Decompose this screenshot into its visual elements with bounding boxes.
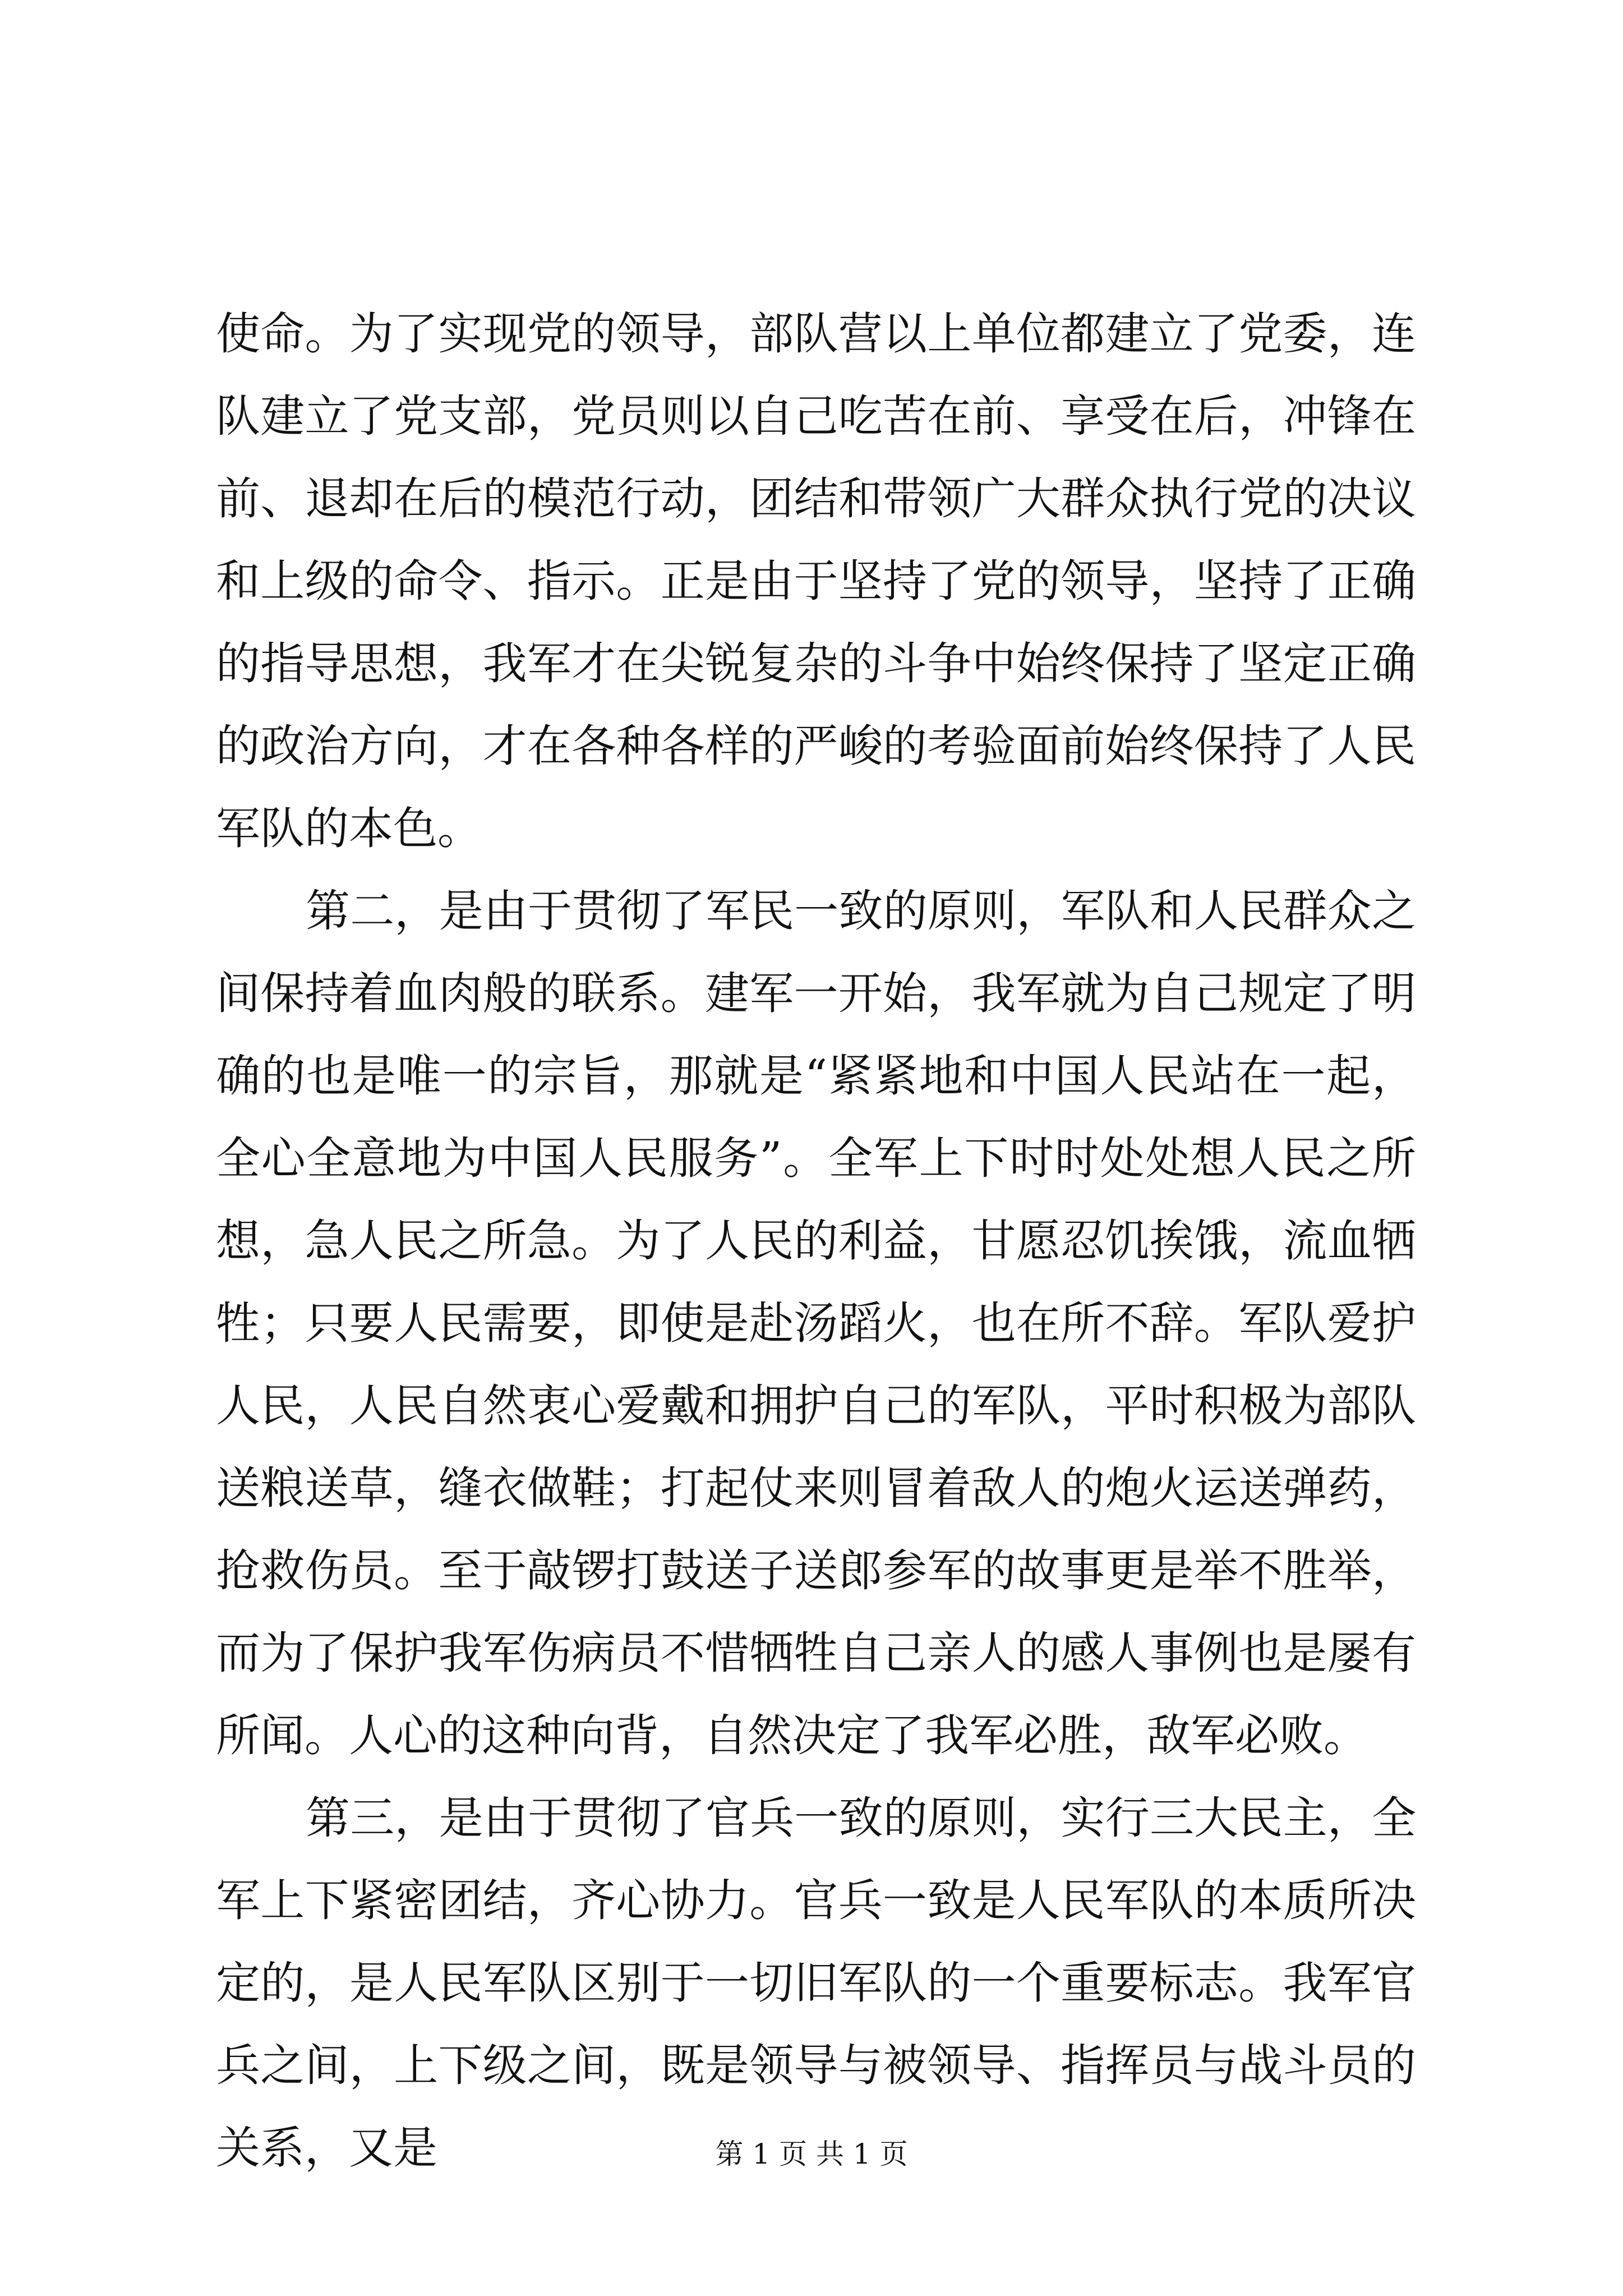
paragraph-1: 使命。为了实现党的领导，部队营以上单位都建立了党委，连队建立了党支部，党员则以自己吃苦在前、享受在后，冲锋在前、退却在后的模范行动，团结和带领广大群众执行党的决议和上级的命令、指示。正是由于坚持了党的领导，坚持了正确的指导思想，我军才在尖锐复杂的斗争中始终保持了坚定正确的政治方向，才在各种各样的严峻的考验面前始终保持了人民军队的本色。 bbox=[216, 308, 1416, 854]
paragraph-3: 第三，是由于贯彻了官兵一致的原则，实行三大民主，全军上下紧密团结，齐心协力。官兵一致是人民军队的本质所决定的，是人民军队区别于一切旧军队的一个重要标志。我军官兵之间，上下级之间，既是领导与被领导、指挥员与战斗员的关系，又是 bbox=[216, 1792, 1416, 2174]
document-body bbox=[216, 293, 1416, 2189]
page-footer: 第 1 页 共 1 页 bbox=[715, 2138, 908, 2170]
paragraph-2: 第二，是由于贯彻了军民一致的原则，军队和人民群众之间保持着血肉般的联系。建军一开始，我军就为自己规定了明确的也是唯一的宗旨，那就是“紧紧地和中国人民站在一起，全心全意地为中国人民服务”。全军上下时时处处想人民之所想，急人民之所急。为了人民的利益，甘愿忍饥挨饿，流血牺牲；只要人民需要，即使是赴汤蹈火，也在所不辞。军队爱护人民，人民自然衷心爱戴和拥护自己的军队，平时积极为部队送粮送草，缝衣做鞋；打起仗来则冒着敌人的炮火运送弹药，抢救伤员。至于敲锣打鼓送子送郎参军的故事更是举不胜举，而为了保护我军伤病员不惜牺牲自己亲人的感人事例也是屡有所闻。人心的这种向背，自然决定了我军必胜，敌军必败。 bbox=[216, 885, 1416, 1761]
